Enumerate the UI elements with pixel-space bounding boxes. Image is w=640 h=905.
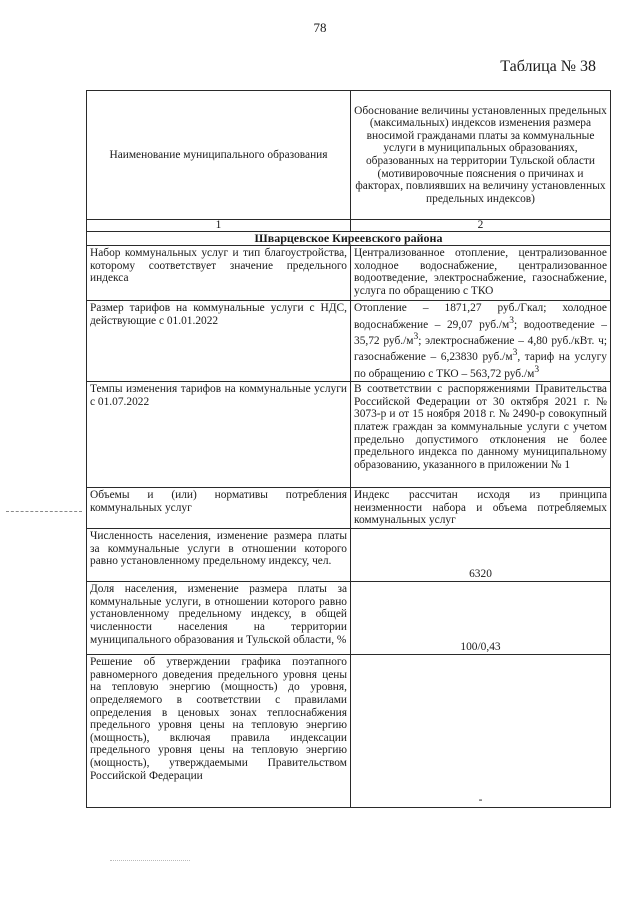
header-justification: Обоснование величины установленных предельных (максимальных) индексов изменения размера вносимой гражданами платы за коммунальные услуги в муниципальных образованиях, образованных на территории Тульской области (мотивировочные пояснения о причинах и факторах, повлиявших на величину установленных предельных индексов): [351, 91, 611, 220]
table-row: [87, 246, 611, 301]
justification-table: [86, 90, 611, 808]
table-row: [87, 301, 611, 382]
header-municipality: Наименование муниципального образования: [87, 91, 351, 220]
column-number-2: 2: [351, 220, 611, 232]
superscript-3: 3: [534, 364, 540, 375]
table-title: Таблица № 38: [500, 58, 596, 75]
region-name: Шварцевское Киреевского района: [87, 232, 611, 246]
row-value-services-set: Централизованное отопление, централизованное холодное водоснабжение, централизованное водоотведение, электроснабжение, газоснабжение, услуга по обращению с ТКО: [351, 246, 611, 301]
row-value-consumption-volumes: Индекс рассчитан исходя из принципа неизменности набора и объема потребляемых коммунальных услуг: [351, 488, 611, 529]
scan-artifact-line: [110, 860, 190, 861]
superscript-3: 3: [413, 331, 419, 342]
row-label-heat-price-schedule: Решение об утверждении графика поэтапного равномерного доведения предельного уровня цены на тепловую энергию (мощность) до уровня, определяемого в соответствии с правилами определения в ценовых зонах теплоснабжения предельного уровня цены на тепловую энергию (мощность), включая правила индексации предельного уровня цены на тепловую энергию (мощность), утверждаемыми Правительством Российской Федерации: [87, 655, 351, 808]
row-label-tariffs: Размер тарифов на коммунальные услуги с НДС, действующие с 01.01.2022: [87, 301, 351, 382]
tariff-text-2: ; водоотведение – 35,72 руб./м: [354, 318, 607, 347]
tariff-text-4: , тариф на услугу по обращению с ТКО – 563,72 руб./м: [354, 351, 608, 380]
row-value-tariff-change-rate: В соответствии с распоряжениями Правительства Российской Федерации от 30 октября 2021 г. № 3073-р и от 15 ноября 2018 г. № 2490-р совокупный платеж граждан за коммунальные услуги с учетом предельно допустимого отклонения не более предельного индекса по данному муниципальному образованию, указанного в приложении № 1: [351, 382, 611, 488]
row-value-heat-price-schedule: -: [351, 655, 611, 808]
margin-dash-mark: [6, 511, 82, 512]
row-label-tariff-change-rate: Темпы изменения тарифов на коммунальные услуги с 01.07.2022: [87, 382, 351, 488]
table-header-row: [87, 91, 611, 220]
row-label-services-set: Набор коммунальных услуг и тип благоустройства, которому соответствует значение предельного индекса: [87, 246, 351, 301]
superscript-3: 3: [512, 348, 518, 359]
table-row: [87, 582, 611, 655]
table-row: [87, 382, 611, 488]
row-label-population-share: Доля населения, изменение размера платы за коммунальные услуги, в отношении которого равно установленному предельному индексу, в общей численности населения на территории муниципального образования и Тульской области, %: [87, 582, 351, 655]
row-value-population: 6320: [351, 529, 611, 582]
row-label-population: Численность населения, изменение размера платы за коммунальные услуги в отношении которого равно установленному предельному индексу, чел.: [87, 529, 351, 582]
page-number: 78: [313, 20, 327, 35]
region-row: [87, 232, 611, 246]
table-row: [87, 655, 611, 808]
row-value-tariffs: [351, 301, 611, 382]
tariff-text-3: ; электроснабжение – 4,80 руб./кВт. ч; газоснабжение – 6,23830 руб./м: [354, 334, 607, 364]
table-row: [87, 529, 611, 582]
column-number-1: 1: [87, 220, 351, 232]
superscript-3: 3: [509, 315, 515, 326]
column-number-row: [87, 220, 611, 232]
row-label-consumption-volumes: Объемы и (или) нормативы потребления коммунальных услуг: [87, 488, 351, 529]
row-value-population-share: 100/0,43: [351, 582, 611, 655]
table-row: [87, 488, 611, 529]
tariff-text-1: Отопление – 1871,27 руб./Гкал; холодное водоснабжение – 29,07 руб./м: [354, 302, 607, 331]
